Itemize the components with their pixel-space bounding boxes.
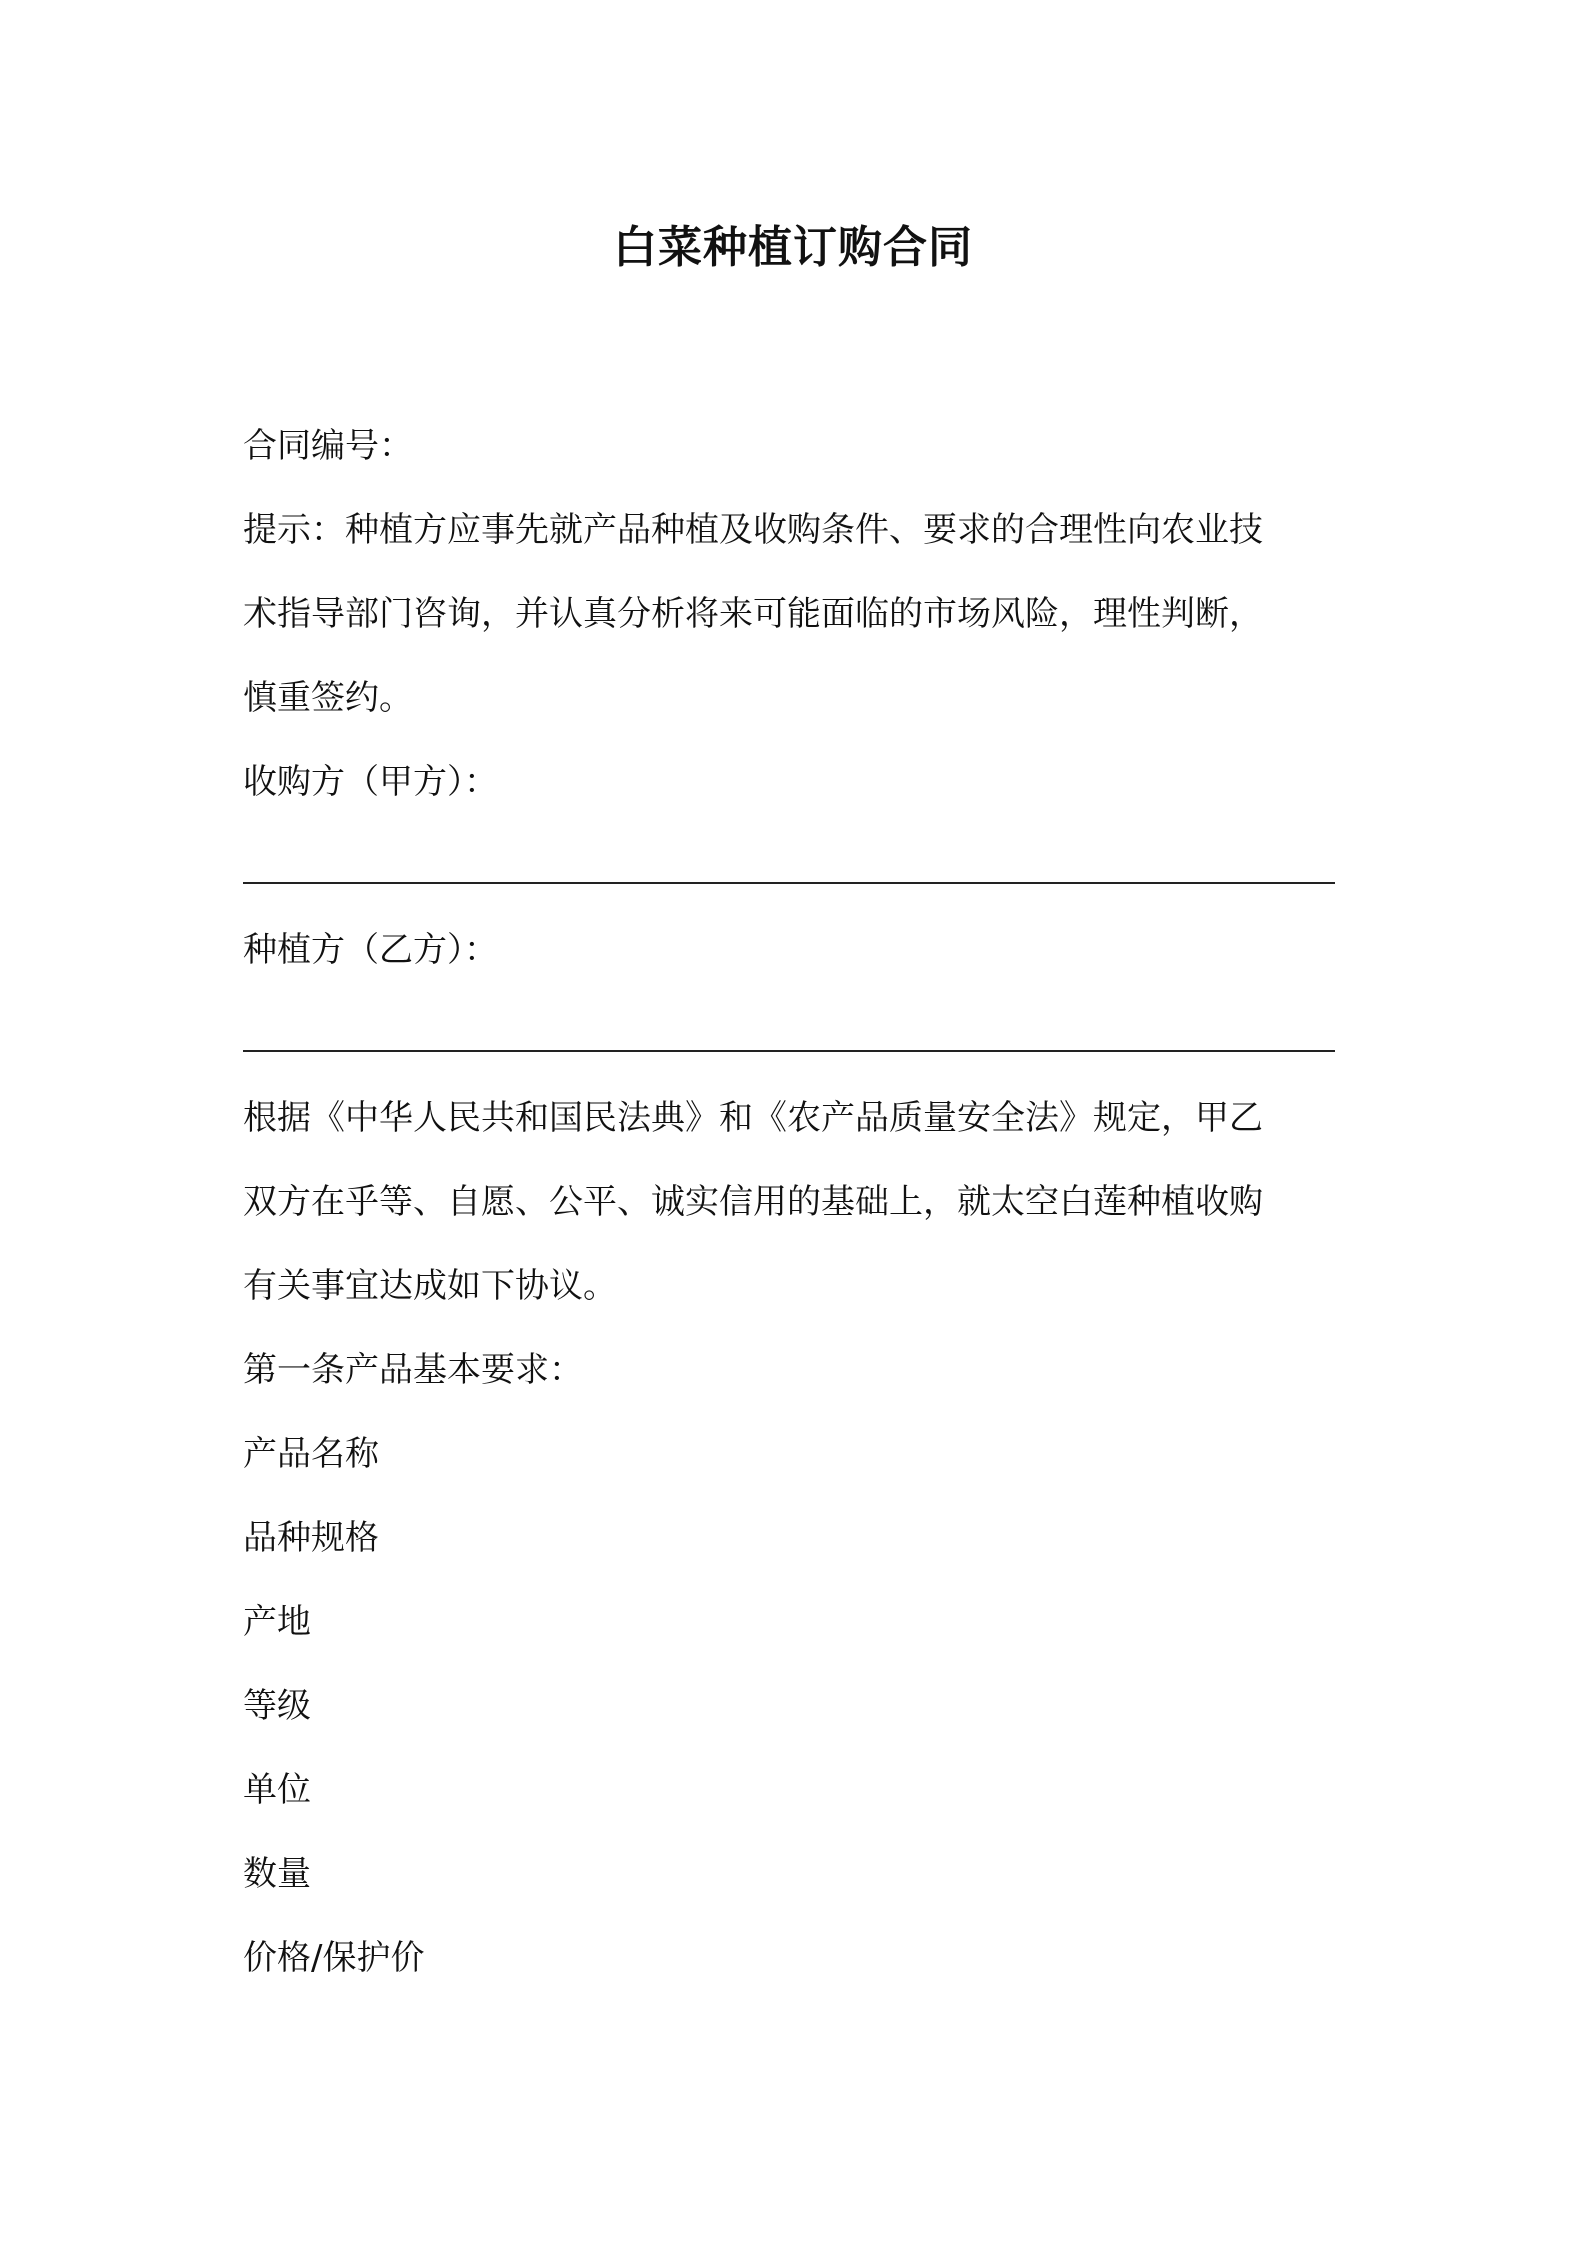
contract-number-label: 合同编号：: [243, 426, 413, 466]
notice-line: 提示：种植方应事先就产品种植及收购条件、要求的合理性向农业技: [243, 510, 1263, 550]
preamble-line: 双方在乎等、自愿、公平、诚实信用的基础上，就太空白莲种植收购: [243, 1182, 1263, 1222]
document-title: 白菜种植订购合同: [613, 222, 973, 273]
party-a-label: 收购方（甲方）：: [243, 762, 498, 802]
preamble-line: 根据《中华人民共和国民法典》和《农产品质量安全法》规定，甲乙: [243, 1098, 1263, 1138]
party-a-fill-line: [243, 824, 1353, 908]
article-1-item: 单位: [243, 1770, 311, 1810]
fill-underline: [243, 882, 1335, 884]
article-1-item: 数量: [243, 1854, 311, 1894]
article-1-item: 等级: [243, 1686, 311, 1726]
preamble-line: 有关事宜达成如下协议。: [243, 1266, 617, 1306]
article-1-item: 产品名称: [243, 1434, 379, 1474]
fill-underline: [243, 1050, 1335, 1052]
party-b-label: 种植方（乙方）：: [243, 930, 498, 970]
party-b-fill-line: [243, 992, 1353, 1076]
article-1-item: 品种规格: [243, 1518, 379, 1558]
article-1-heading: 第一条产品基本要求：: [243, 1350, 583, 1390]
notice-line: 术指导部门咨询，并认真分析将来可能面临的市场风险，理性判断，: [243, 594, 1263, 634]
article-1-item: 价格/保护价: [243, 1938, 425, 1978]
document-body: [243, 404, 1353, 2000]
article-1-item: 产地: [243, 1602, 311, 1642]
notice-line: 慎重签约。: [243, 678, 413, 718]
